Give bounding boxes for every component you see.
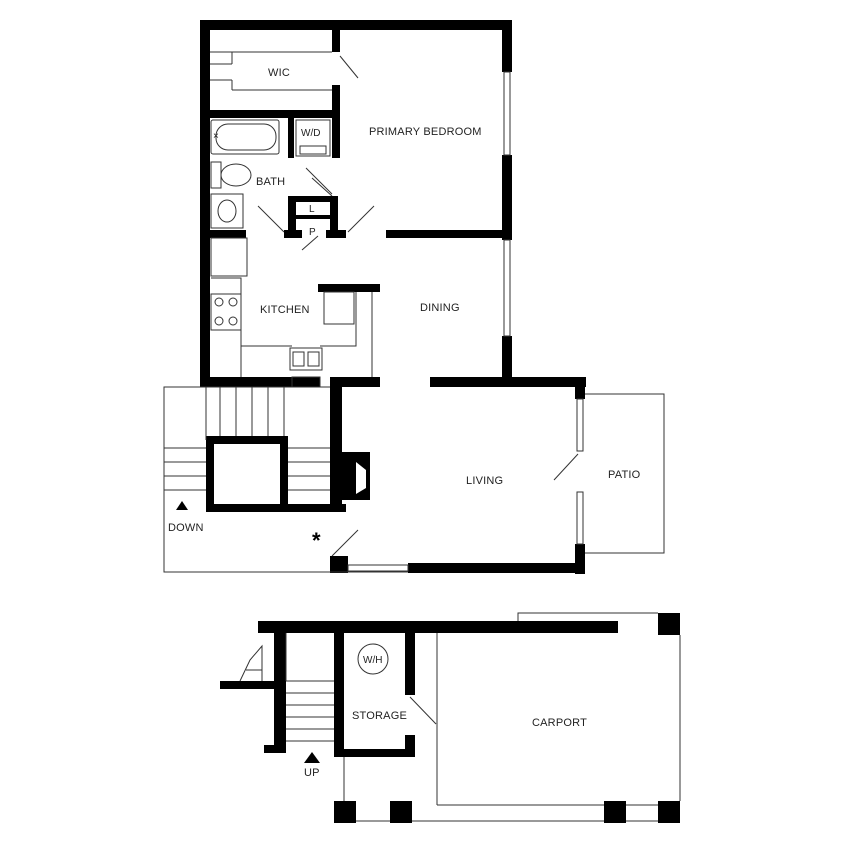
room-label-wh: W/H (363, 655, 383, 666)
kitchen-sink (290, 348, 322, 370)
down-arrow-icon (176, 501, 188, 510)
stair-label-down: DOWN (168, 522, 204, 534)
interior-walls (206, 30, 502, 512)
asterisk-symbol: * (312, 528, 321, 553)
patio-door (577, 399, 583, 544)
fireplace (342, 452, 370, 500)
stove (211, 294, 241, 330)
stair-label-up: UP (304, 767, 320, 779)
lower-level (220, 613, 680, 823)
living-window (348, 565, 408, 571)
room-label-patio: PATIO (608, 469, 641, 481)
storage-door (410, 697, 436, 724)
bathtub (211, 120, 279, 154)
room-label-bath: BATH (256, 176, 286, 188)
room-label-wd: W/D (301, 128, 321, 139)
room-label-storage: STORAGE (352, 710, 407, 722)
room-label-dining: DINING (420, 302, 460, 314)
exterior-gate (240, 646, 262, 681)
exterior-walls (200, 20, 586, 574)
room-label-primary-bedroom: PRIMARY BEDROOM (369, 126, 482, 138)
lower-stairs (286, 633, 334, 763)
toilet (211, 162, 251, 188)
refrigerator (211, 238, 247, 276)
bedroom-window (504, 72, 510, 155)
room-label-living: LIVING (466, 475, 504, 487)
tub-faucet-icon: × (213, 131, 219, 142)
up-arrow-icon (304, 752, 320, 763)
bath-sink (211, 194, 243, 228)
room-label-linen: L (309, 204, 315, 215)
lower-walls (220, 613, 680, 823)
upper-unit (164, 20, 664, 574)
room-label-wic: WIC (268, 67, 290, 79)
pantry-cabinet (324, 292, 354, 324)
room-label-carport: CARPORT (532, 717, 587, 729)
room-label-pantry: P (309, 227, 316, 238)
room-label-kitchen: KITCHEN (260, 304, 310, 316)
dining-window (504, 240, 510, 336)
